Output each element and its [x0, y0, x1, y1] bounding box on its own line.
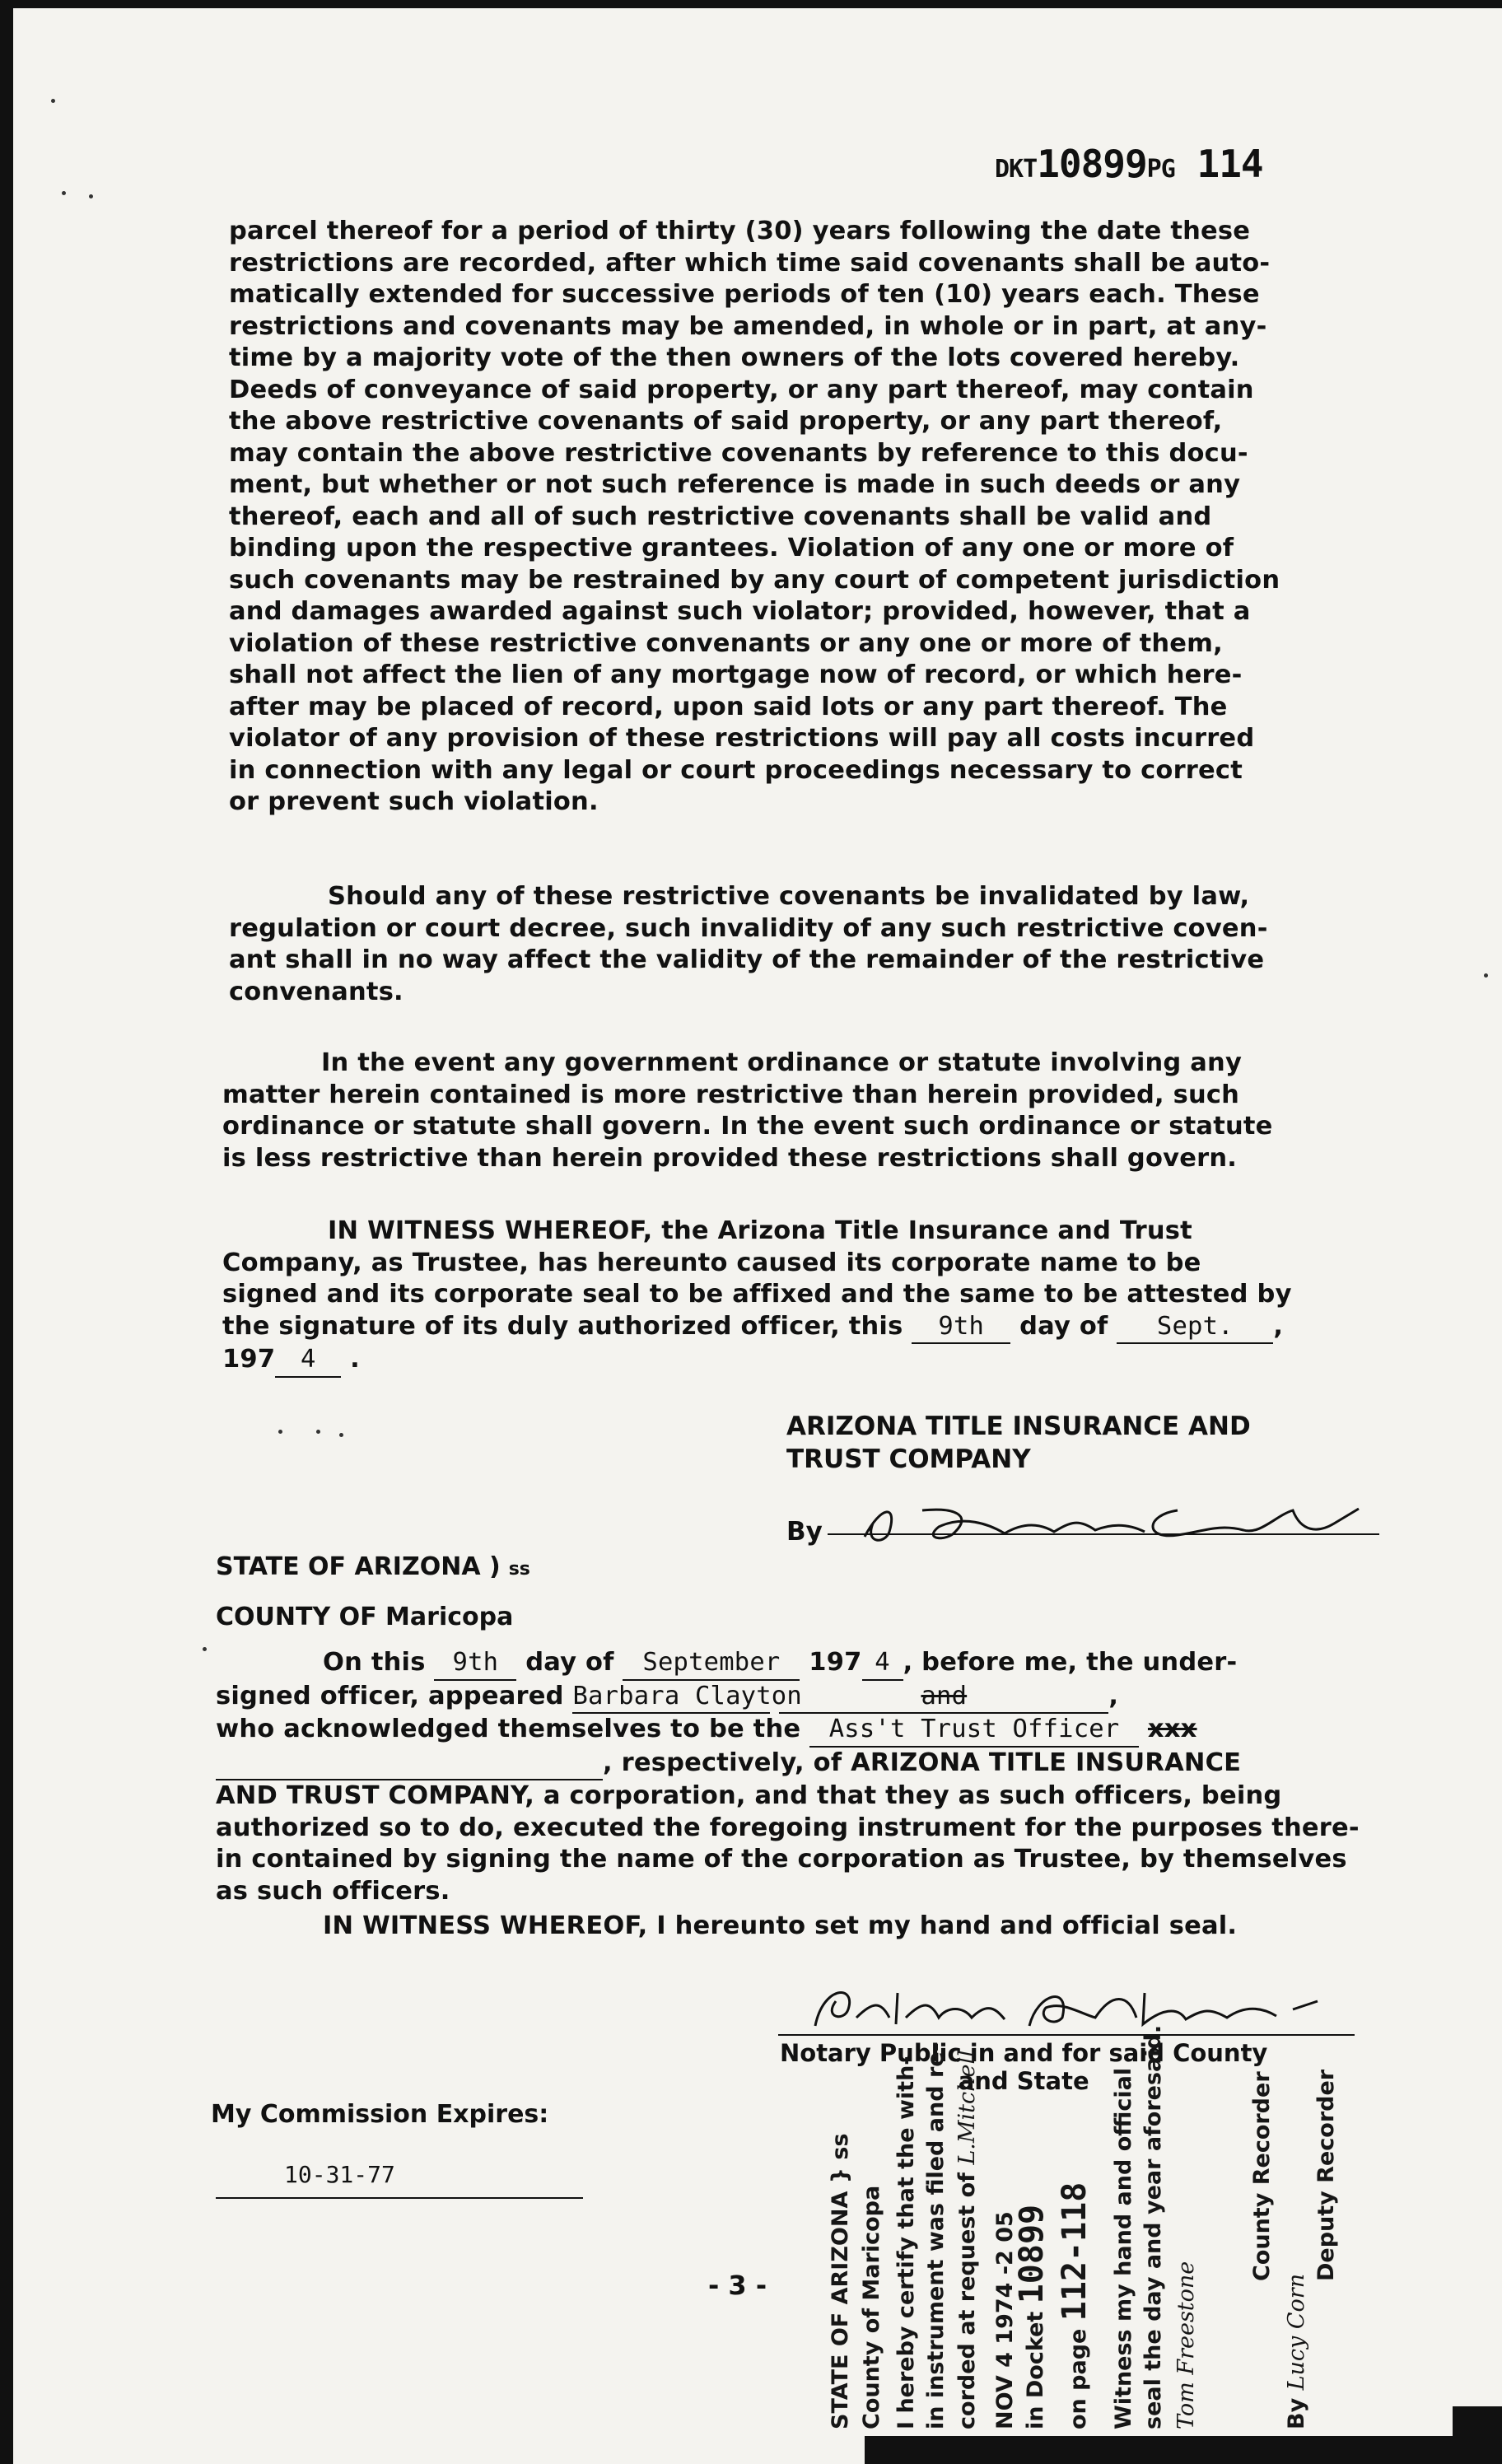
text-line: ment, but whether or not such reference is made in such deeds or any: [229, 470, 1241, 499]
text-line: restrictions are recorded, after which time said covenants shall be auto-: [229, 248, 1271, 278]
witness-paragraph: IN WITNESS WHEREOF, the Arizona Title Insurance and Trust Company, as Trustee, has hereunto caused its corporate name to be signed and its corporate seal to be affixed and the same to be attested by the signature of its duly authorized officer, this 9th day of Sept. , 197 4 .: [222, 1216, 1292, 1378]
stamp-docket: in Docket 10899: [1013, 2204, 1051, 2429]
ack-day-field: 9th: [434, 1647, 516, 1681]
covenant-term-paragraph: [229, 216, 1280, 819]
stamp-by: By Lucy Corn: [1284, 2273, 1309, 2429]
scan-edge-bottom: [865, 2436, 1458, 2464]
stamp-state: STATE OF ARIZONA } ss: [828, 2133, 853, 2429]
scan-speck: [51, 99, 55, 103]
text-line: matically extended for successive periods of ten (10) years each. These: [229, 280, 1260, 309]
scan-speck: [1484, 973, 1488, 978]
venue-block: STATE OF ARIZONA ) ss COUNTY OF Maricopa: [216, 1552, 530, 1631]
text-line: and damages awarded against such violator; provided, however, that a: [229, 597, 1251, 626]
stamp-witness: Witness my hand and official: [1111, 2067, 1136, 2429]
commission-rule: [216, 2197, 583, 2199]
text-line: or prevent such violation.: [229, 787, 599, 816]
text-line: Should any of these restrictive covenants be invalidated by law,: [328, 882, 1250, 911]
text-line: regulation or court decree, such invalidity of any such restrictive coven-: [229, 913, 1268, 943]
company-signature-line: By: [786, 1499, 1375, 1547]
appeared-name-field: Barbara Clayton: [572, 1681, 770, 1715]
text-line: convenants.: [229, 977, 403, 1006]
text-line: restrictions and covenants may be amended, in whole or in part, at any-: [229, 311, 1267, 341]
stamp-page: on page 112-118: [1056, 2182, 1094, 2429]
company-name-block: ARIZONA TITLE INSURANCE AND TRUST COMPANY: [786, 1412, 1251, 1474]
text-line: thereof, each and all of such restrictive covenants shall be valid and: [229, 502, 1212, 531]
ack-year-field: 4: [862, 1647, 903, 1681]
scan-speck: [278, 1430, 282, 1434]
acknowledgment-paragraph: On this 9th day of September 197 4 , before me, the under- signed officer, appeared Barbara Clayton and , who acknowledged themselves to be the Ass't Trust Officer xxx , respectively, of ARIZONA TITLE INSURANCE AND TRUST COMPANY, a corporation, and that they as such officers, being authorized so to do, executed the foregoing instrument for the purposes there- in contained by signing the name of the corporation as Trustee, by themselves as such officers. IN WITNESS WHEREOF, I hereunto set my hand and official seal.: [216, 1648, 1360, 1940]
commission-expires-date: 10-31-77: [284, 2161, 395, 2188]
text-line: matter herein contained is more restrictive than herein provided, such: [222, 1080, 1240, 1109]
stamp-request: corded at request of L.Mitchell: [954, 2050, 980, 2429]
docket-page-reference: DKT10899PG 114: [995, 142, 1263, 186]
signature-rule: [828, 1533, 1379, 1535]
ack-month-field: September: [623, 1647, 800, 1681]
notary-signature: [799, 1976, 1334, 2036]
text-line: violation of these restrictive convenants or any one or more of them,: [229, 628, 1223, 658]
scan-speck: [203, 1647, 207, 1651]
text-line: may contain the above restrictive covenants by reference to this docu-: [229, 438, 1248, 468]
scan-speck: [89, 194, 93, 198]
stamp-county: County of Maricopa: [859, 2185, 884, 2429]
text-line: in connection with any legal or court proceedings necessary to correct: [229, 755, 1243, 785]
notary-title: Notary Public in and for said County and State: [780, 2039, 1268, 2095]
stamp-county-recorder: County Recorder: [1249, 2071, 1275, 2281]
severability-paragraph: [229, 881, 1268, 1008]
text-line: Deeds of conveyance of said property, or any part thereof, may contain: [229, 375, 1254, 404]
stamp-seal: seal the day and year aforesaid.: [1140, 2024, 1166, 2429]
scan-speck: [316, 1430, 320, 1434]
text-line: the above restrictive covenants of said property, or any part thereof,: [229, 407, 1223, 436]
ordinance-paragraph: [222, 1048, 1273, 1174]
and-struck: and: [779, 1681, 1108, 1715]
page-number: - 3 -: [708, 2270, 767, 2301]
stamp-date: NOV 4 1974 -2 05: [992, 2211, 1018, 2429]
witness-year-field: 4: [275, 1344, 341, 1378]
stamp-deputy: Deputy Recorder: [1313, 2069, 1339, 2281]
text-line: parcel thereof for a period of thirty (30) years following the date these: [229, 217, 1251, 245]
scan-edge-top: [0, 0, 1502, 15]
text-line: binding upon the respective grantees. Violation of any one or more of: [229, 534, 1234, 562]
text-line: time by a majority vote of the then owners of the lots covered hereby.: [229, 343, 1240, 372]
witness-day-field: 9th: [912, 1311, 1010, 1345]
commission-expires-label: My Commission Expires:: [211, 2100, 549, 2129]
notary-signature-rule: [778, 2034, 1355, 2036]
text-line: ant shall in no way affect the validity of the remainder of the restrictive: [229, 945, 1265, 974]
stamp-filed: in instrument was filed and re-: [923, 2042, 949, 2429]
witness-month-field: Sept.: [1117, 1311, 1273, 1345]
text-line: violator of any provision of these restrictions will pay all costs incurred: [229, 724, 1255, 753]
text-line: ordinance or statute shall govern. In the event such ordinance or statute: [222, 1112, 1273, 1141]
scan-edge-corner: [1453, 2406, 1502, 2464]
text-line: is less restrictive than herein provided these restrictions shall govern.: [222, 1143, 1238, 1173]
text-line: In the event any government ordinance or statute involving any: [321, 1048, 1243, 1077]
text-line: after may be placed of record, upon said lots or any part thereof. The: [229, 692, 1228, 721]
stamp-certify: I hereby certify that the with-: [893, 2056, 919, 2429]
officer-title-field: Ass't Trust Officer: [809, 1714, 1139, 1748]
text-line: such covenants may be restrained by any court of competent jurisdiction: [229, 565, 1280, 595]
scan-speck: [339, 1433, 343, 1437]
officer-signature: [832, 1499, 1375, 1547]
scan-speck: [62, 191, 66, 195]
text-line: shall not affect the lien of any mortgage now of record, or which here-: [229, 660, 1243, 689]
scan-edge-left: [0, 0, 13, 2464]
stamp-recorder-name: Tom Freestone: [1173, 2261, 1199, 2429]
